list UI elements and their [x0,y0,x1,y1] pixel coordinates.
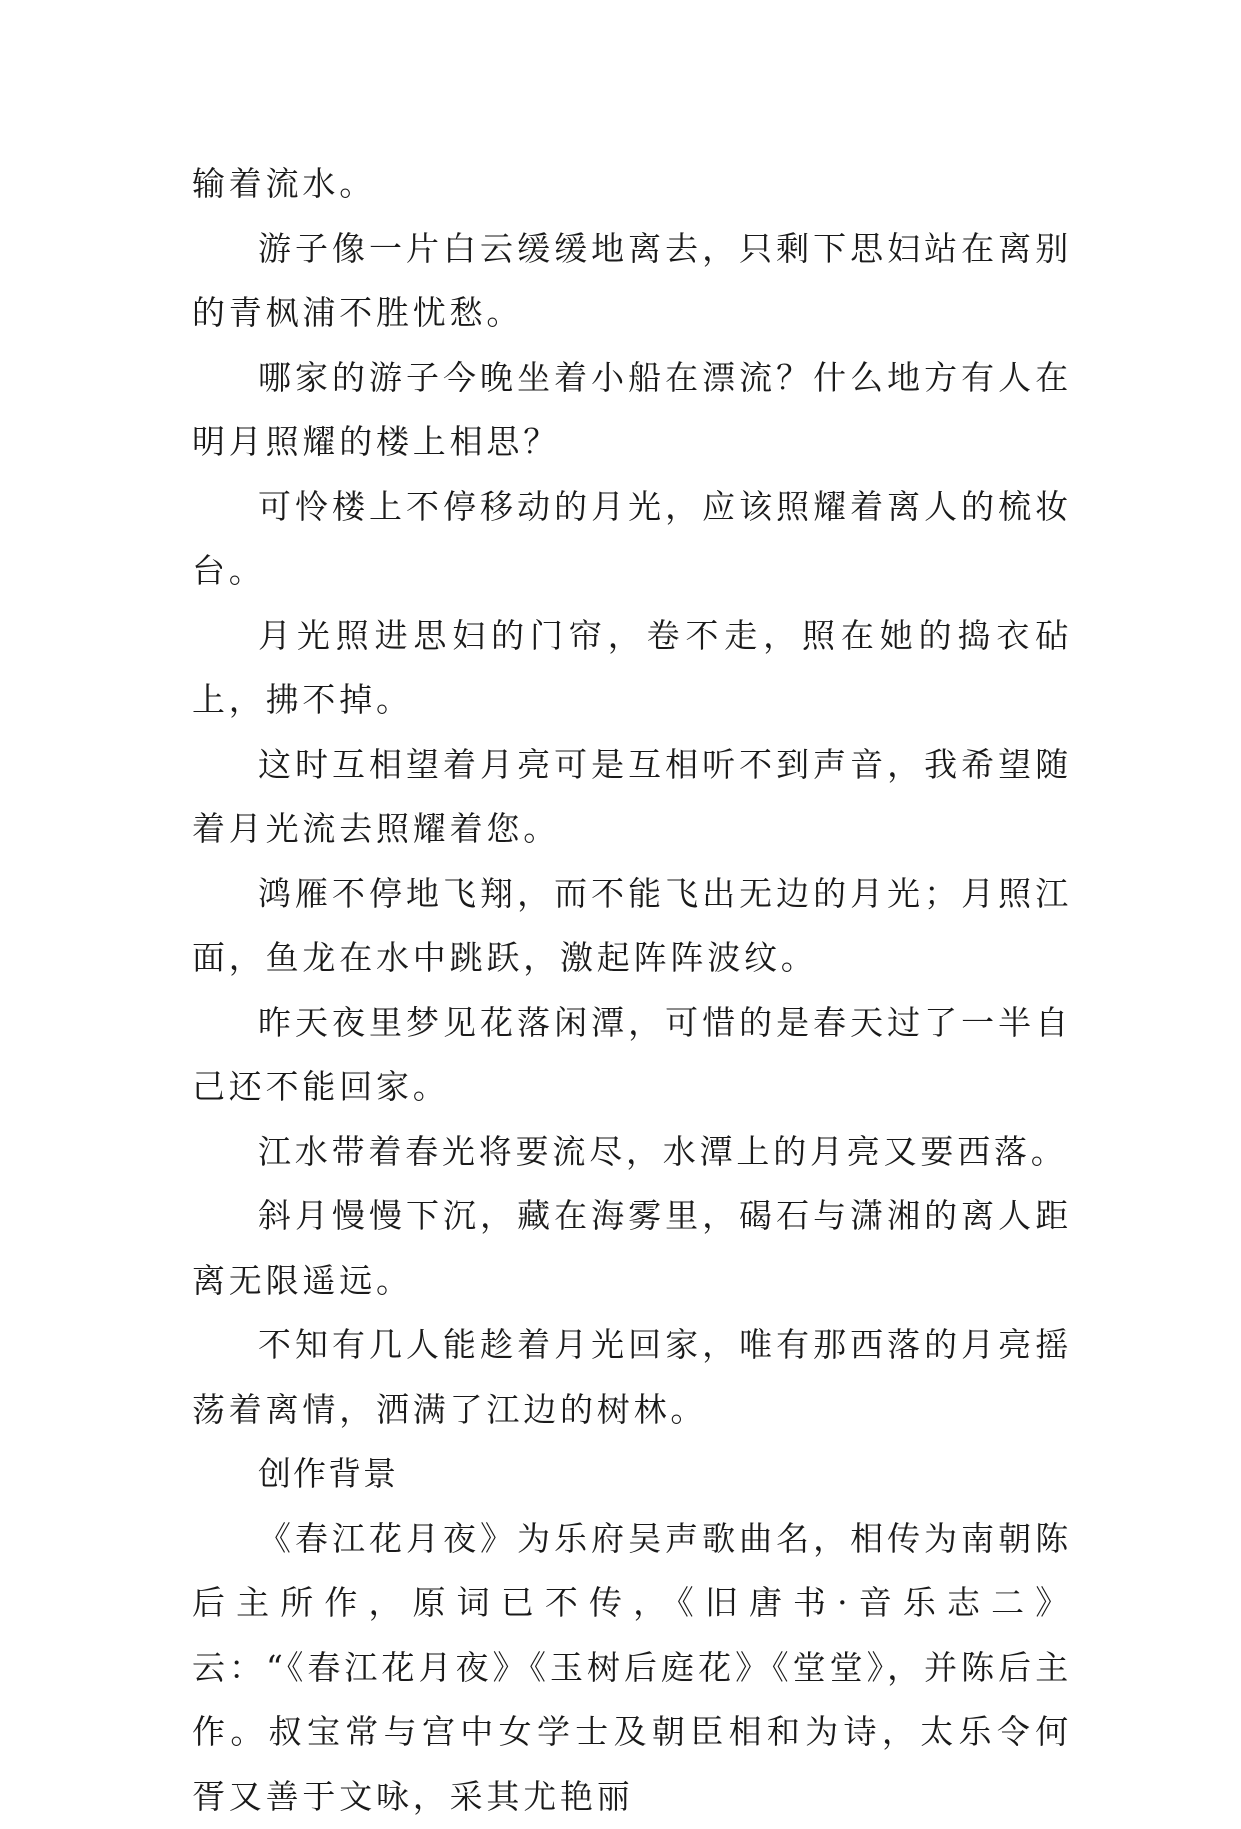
paragraph: 斜月慢慢下沉，藏在海雾里，碣石与潇湘的离人距离无限遥远。 [192,1184,1072,1313]
section-heading: 创作背景 [192,1442,1072,1507]
paragraph: 月光照进思妇的门帘，卷不走，照在她的捣衣砧上，拂不掉。 [192,604,1072,733]
document-body [192,152,1072,1829]
paragraph: 江水带着春光将要流尽，水潭上的月亮又要西落。 [192,1120,1072,1185]
paragraph: 这时互相望着月亮可是互相听不到声音，我希望随着月光流去照耀着您。 [192,733,1072,862]
paragraph: 游子像一片白云缓缓地离去，只剩下思妇站在离别的青枫浦不胜忧愁。 [192,217,1072,346]
paragraph-continuation: 输着流水。 [192,152,1072,217]
paragraph: 哪家的游子今晚坐着小船在漂流？什么地方有人在明月照耀的楼上相思？ [192,346,1072,475]
paragraph: 昨天夜里梦见花落闲潭，可惜的是春天过了一半自己还不能回家。 [192,991,1072,1120]
background-paragraph: 《春江花月夜》为乐府吴声歌曲名，相传为南朝陈后主所作，原词已不传，《旧唐书·音乐志二》云：“《春江花月夜》《玉树后庭花》《堂堂》，并陈后主作。叔宝常与宫中女学士及朝臣相和为诗，太乐令何胥又善于文咏，采其尤艳丽 [192,1507,1072,1829]
paragraph: 鸿雁不停地飞翔，而不能飞出无边的月光；月照江面，鱼龙在水中跳跃，激起阵阵波纹。 [192,862,1072,991]
paragraph: 不知有几人能趁着月光回家，唯有那西落的月亮摇荡着离情，洒满了江边的树林。 [192,1313,1072,1442]
paragraph: 可怜楼上不停移动的月光，应该照耀着离人的梳妆台。 [192,475,1072,604]
